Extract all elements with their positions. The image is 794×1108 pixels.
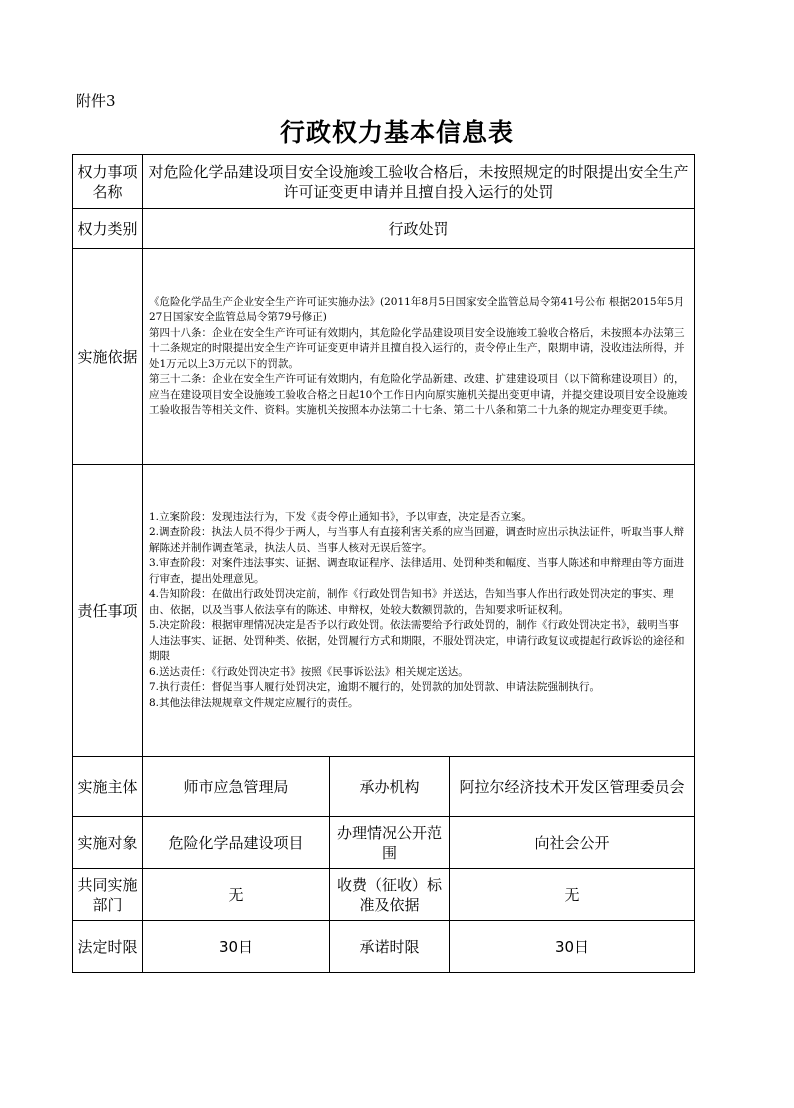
legal-time-limit-label: 法定时限 bbox=[73, 921, 143, 973]
subject-label: 实施主体 bbox=[73, 757, 143, 817]
legal-basis-line: 《危险化学品生产企业安全生产许可证实施办法》(2011年8月5日国家安全监管总局令第41号公布 根据2015年5月27日国家安全监管总局令第79号修正) bbox=[149, 295, 685, 323]
row-target bbox=[73, 817, 695, 869]
responsibility-line: 8.其他法律法规规章文件规定应履行的责任。 bbox=[149, 696, 359, 709]
responsibility-label: 责任事项 bbox=[73, 465, 143, 757]
row-legal-basis bbox=[73, 249, 695, 465]
row-responsibility bbox=[73, 465, 695, 757]
responsibility-line: 3.审查阶段：对案件违法事实、证据、调查取证程序、法律适用、处罚种类和幅度、当事人陈述和申辩理由等方面进行审查，提出处理意见。 bbox=[149, 557, 685, 585]
handling-agency-label: 承办机构 bbox=[330, 757, 450, 817]
responsibility-content bbox=[143, 465, 695, 757]
responsibility-line: 6.送达责任：《行政处罚决定书》按照《民事诉讼法》相关规定送达。 bbox=[149, 665, 469, 678]
power-name-value: 对危险化学品建设项目安全设施竣工验收合格后，未按照规定的时限提出安全生产许可证变更申请并且擅自投入运行的处罚 bbox=[143, 155, 695, 209]
responsibility-line: 7.执行责任：督促当事人履行处罚决定，逾期不履行的，处罚款的加处罚款、申请法院强制执行。 bbox=[149, 681, 601, 694]
target-value: 危险化学品建设项目 bbox=[143, 817, 330, 869]
page-title: 行政权力基本信息表 bbox=[279, 118, 514, 147]
row-subject bbox=[73, 757, 695, 817]
responsibility-line: 5.决定阶段：根据审理情况决定是否予以行政处罚。依法需要给予行政处罚的，制作《行政处罚决定书》，载明当事人违法事实、证据、处罚种类、依据，处罚履行方式和期限，不服处罚决定，申请行政复议或提起行政诉讼的途径和期限 bbox=[149, 619, 685, 663]
promised-time-limit-label: 承诺时限 bbox=[330, 921, 450, 973]
handling-agency-value: 阿拉尔经济技术开发区管理委员会 bbox=[450, 757, 695, 817]
subject-value: 师市应急管理局 bbox=[143, 757, 330, 817]
legal-basis-content bbox=[143, 249, 695, 465]
info-table bbox=[72, 154, 695, 973]
fee-standard-label: 收费（征收）标准及依据 bbox=[330, 869, 450, 921]
row-power-name bbox=[73, 155, 695, 209]
legal-basis-line: 第四十八条：企业在安全生产许可证有效期内，其危险化学品建设项目安全设施竣工验收合格后，未按照本办法第三十二条规定的时限提出安全生产许可证变更申请并且擅自投入运行的，责令停止生产，限期申请，没收违法所得，并处1万元以上3万元以下的罚款。 bbox=[149, 326, 685, 370]
row-power-category bbox=[73, 209, 695, 249]
row-joint bbox=[73, 869, 695, 921]
promised-time-limit-value: 30日 bbox=[450, 921, 695, 973]
legal-basis-label: 实施依据 bbox=[73, 249, 143, 465]
responsibility-line: 1.立案阶段：发现违法行为，下发《责令停止通知书》，予以审查，决定是否立案。 bbox=[149, 510, 532, 523]
disclosure-scope-label: 办理情况公开范围 bbox=[330, 817, 450, 869]
responsibility-line: 2.调查阶段：执法人员不得少于两人，与当事人有直接利害关系的应当回避，调查时应出示执法证件，听取当事人辩解陈述并制作调查笔录，执法人员、当事人核对无误后签字。 bbox=[149, 526, 685, 554]
target-label: 实施对象 bbox=[73, 817, 143, 869]
responsibility-line: 4.告知阶段：在做出行政处罚决定前，制作《行政处罚告知书》并送达，告知当事人作出行政处罚决定的事实、理由、依据，以及当事人依法享有的陈述、申辩权，处较大数额罚款的，告知要求听证权利。 bbox=[149, 588, 674, 616]
joint-dept-label: 共同实施部门 bbox=[73, 869, 143, 921]
power-category-label: 权力类别 bbox=[73, 209, 143, 249]
disclosure-scope-value: 向社会公开 bbox=[450, 817, 695, 869]
joint-dept-value: 无 bbox=[143, 869, 330, 921]
power-category-value: 行政处罚 bbox=[143, 209, 695, 249]
fee-standard-value: 无 bbox=[450, 869, 695, 921]
power-name-label: 权力事项名称 bbox=[73, 155, 143, 209]
legal-time-limit-value: 30日 bbox=[143, 921, 330, 973]
legal-basis-line: 第三十二条：企业在安全生产许可证有效期内，有危险化学品新建、改建、扩建建设项目（以下简称建设项目）的，应当在建设项目安全设施竣工验收合格之日起10个工作日内向原实施机关提出变更申请，并提交建设项目安全设施竣工验收报告等相关文件、资料。实施机关按照本办法第二十七条、第二十八条和第二十九条的规定办理变更手续。 bbox=[149, 373, 688, 416]
row-time-limit bbox=[73, 921, 695, 973]
attachment-label: 附件3 bbox=[76, 92, 116, 110]
